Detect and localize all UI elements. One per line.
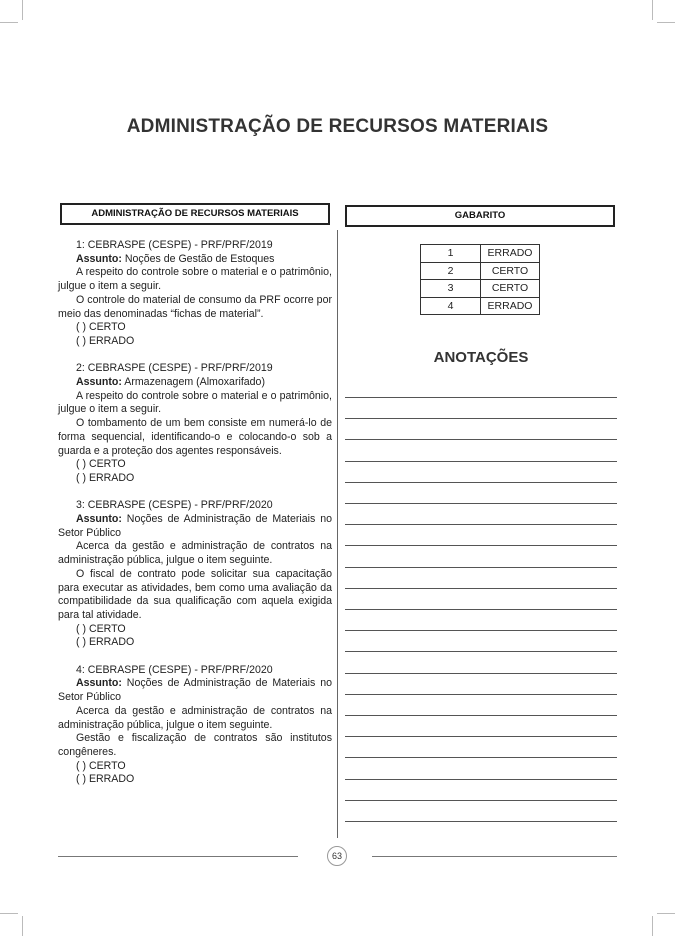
question-header: 2: CEBRASPE (CESPE) - PRF/PRF/2019 [76, 362, 273, 375]
subject-text: Noções de Gestão de Estoques [121, 252, 275, 265]
notes-line [345, 736, 617, 737]
answer-number: 2 [421, 262, 481, 280]
notes-line [345, 757, 617, 758]
page-number: 63 [327, 846, 347, 866]
notes-line [345, 779, 617, 780]
question-paragraph: O tombamento de um bem consiste em numerá-lo de forma sequencial, identificando-o e colocando-o sob a guarda e a proteção dos agentes responsáveis. [58, 417, 332, 457]
notes-line [345, 673, 617, 674]
question-header: 1: CEBRASPE (CESPE) - PRF/PRF/2019 [76, 239, 273, 251]
notes-line [345, 821, 617, 822]
option-certo[interactable]: ( ) CERTO [76, 622, 126, 635]
answer-value: CERTO [481, 262, 540, 280]
column-divider [337, 230, 338, 838]
subject-text: Noções de Administração de Materiais no Setor Público [58, 513, 332, 539]
answer-value: ERRADO [481, 297, 540, 315]
question-paragraph: Acerca da gestão e administração de contratos na administração pública, julgue o item seguinte. [58, 704, 332, 731]
notes-line [345, 524, 617, 525]
option-errado[interactable]: ( ) ERRADO [76, 773, 135, 786]
answer-number: 1 [421, 245, 481, 263]
answer-value: CERTO [481, 280, 540, 298]
section-header-gabarito: GABARITO [345, 205, 615, 227]
option-certo[interactable]: ( ) CERTO [76, 458, 126, 471]
option-certo[interactable]: ( ) CERTO [76, 321, 126, 334]
question-subject [58, 677, 332, 704]
subject-label: Assunto: [76, 513, 122, 526]
footer-rule-right [372, 856, 617, 857]
notes-line [345, 482, 617, 483]
question-header: 3: CEBRASPE (CESPE) - PRF/PRF/2020 [76, 499, 273, 512]
table-row [421, 262, 540, 280]
notes-line [345, 694, 617, 695]
notes-line [345, 418, 617, 419]
subject-text: Armazenagem (Almoxarifado) [121, 376, 265, 389]
notes-line [345, 439, 617, 440]
question-1 [58, 239, 332, 349]
question-paragraph: Acerca da gestão e administração de contratos na administração pública, julgue o item seguinte. [58, 540, 332, 567]
question-paragraph: Gestão e fiscalização de contratos são institutos congêneres. [58, 732, 332, 758]
notes-line [345, 651, 617, 652]
question-2 [58, 362, 332, 485]
notes-line [345, 397, 617, 398]
notes-title: ANOTAÇÕES [433, 349, 529, 366]
notes-line [345, 715, 617, 716]
answer-number: 4 [421, 297, 481, 315]
question-subject [58, 513, 332, 540]
subject-label: Assunto: [76, 376, 122, 389]
gabarito-table [420, 244, 540, 315]
option-errado[interactable]: ( ) ERRADO [76, 471, 135, 484]
page-title: ADMINISTRAÇÃO DE RECURSOS MATERIAIS [126, 116, 549, 137]
question-3 [58, 499, 332, 650]
subject-text: Noções de Administração de Materiais no Setor Público [58, 677, 332, 704]
question-subject [58, 376, 332, 390]
notes-line [345, 630, 617, 631]
notes-line [345, 609, 617, 610]
subject-label: Assunto: [76, 252, 122, 265]
table-row [421, 280, 540, 298]
option-errado[interactable]: ( ) ERRADO [76, 636, 135, 649]
answer-number: 3 [421, 280, 481, 298]
notes-line [345, 800, 617, 801]
footer-rule-left [58, 856, 298, 857]
notes-line [345, 461, 617, 462]
question-paragraph: O controle do material de consumo da PRF ocorre por meio das denominadas “fichas de material”. [58, 293, 332, 320]
section-header-left: ADMINISTRAÇÃO DE RECURSOS MATERIAIS [60, 203, 330, 225]
notes-line [345, 588, 617, 589]
question-4 [58, 664, 332, 787]
notes-line [345, 503, 617, 504]
question-paragraph: O fiscal de contrato pode solicitar sua capacitação para executar as atividades, bem como uma avaliação da compatibilidade da sua qualificação com aquela exigida para tal atividade. [58, 567, 332, 621]
notes-line [345, 545, 617, 546]
answer-value: ERRADO [481, 245, 540, 263]
question-subject [58, 253, 332, 267]
option-certo[interactable]: ( ) CERTO [76, 759, 126, 772]
question-paragraph: A respeito do controle sobre o material e o patrimônio, julgue o item a seguir. [58, 266, 332, 293]
option-errado[interactable]: ( ) ERRADO [76, 334, 135, 347]
question-list [58, 239, 332, 801]
table-row [421, 297, 540, 315]
subject-label: Assunto: [76, 677, 122, 690]
notes-line [345, 567, 617, 568]
question-paragraph: A respeito do controle sobre o material e o patrimônio, julgue o item a seguir. [58, 389, 332, 416]
table-row [421, 245, 540, 263]
question-header: 4: CEBRASPE (CESPE) - PRF/PRF/2020 [76, 663, 273, 676]
